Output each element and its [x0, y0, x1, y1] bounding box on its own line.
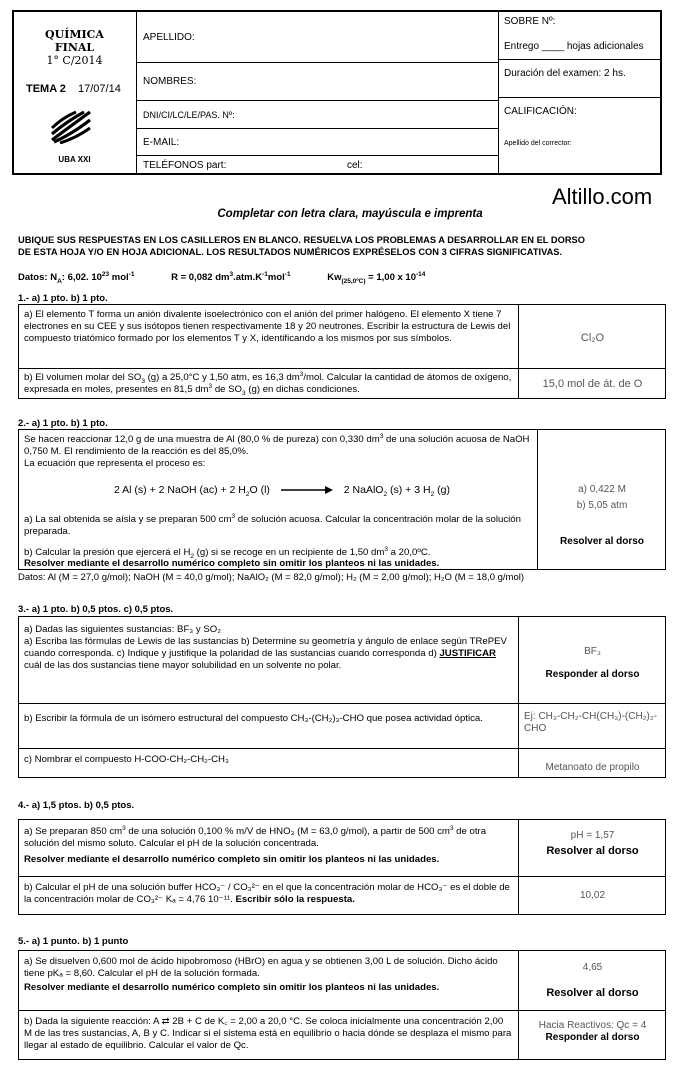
q3-c-text: c) Nombrar el compuesto H-COO-CH₂-CH₂-CH₃: [24, 754, 229, 765]
q2-equation: 2 Al (s) + 2 NaOH (ac) + 2 $H_2O$ (l) 2 NaAlO$_2$ (s) + 3 $H_2$ (g): [114, 484, 450, 499]
field-nombres[interactable]: NOMBRES:: [143, 76, 197, 87]
duracion-text: Duración del examen: 2 hs.: [504, 68, 626, 79]
field-email[interactable]: E-MAIL:: [143, 137, 180, 148]
exam-header: [12, 10, 662, 175]
q5-a-text: a) Se disuelven 0,600 mol de ácido hipobromoso (HBrO) en agua y se obtienen 3,00 L de solución. Dicho ácido tiene pKₐ = 8,60. Calcular el pH de la solución formada.: [24, 956, 498, 979]
q4-b-text: b) Calcular el pH de una solución buffer HCO₃⁻ / CO₃²⁻ en el que la concentración molar de HCO₃⁻ es el doble de la concentración molar de CO₃²⁻ Kₐ = 4,76 10⁻¹¹. Escribir sólo la respuesta.: [24, 882, 510, 905]
student-fields: [137, 12, 499, 173]
q3-heading: 3.- a) 1 pto. b) 0,5 ptos. c) 0,5 ptos.: [18, 604, 174, 615]
q4-heading: 4.- a) 1,5 ptos. b) 0,5 ptos.: [18, 800, 135, 811]
q2-resolver: Resolver mediante el desarrollo numérico completo sin omitir los planteos ni las unidades.: [24, 558, 440, 569]
field-apellido[interactable]: APELLIDO:: [143, 32, 195, 43]
q4-a-answer-dorso: Resolver al dorso: [546, 845, 639, 857]
instructions-line-2: DE ESTA HOJA Y/O EN HOJA ADICIONAL. LOS RESULTADOS NUMÉRICOS EXPRÉSELOS CON 3 CIFRAS SIGNIFICATIVAS.: [18, 247, 563, 257]
q3-a-line1: a) Dadas las siguientes sustancias: BF₃ y SO₂: [24, 624, 221, 635]
watermark: Altillo.com: [552, 184, 653, 209]
q1-b-text: b) El volumen molar del $SO_3$ (g) a 25,0°C y 1,50 atm, es 16,3 $dm^3$/mol. Calcular la cantidad de átomos de oxígeno, expresada en moles, presentes en 81,5 $dm^3$ de $SO_3$ (g) en dichas condiciones.: [24, 370, 512, 397]
q5-a-answer[interactable]: 4,65: [582, 962, 603, 973]
q1-b-answer[interactable]: 15,0 mol de át. de O: [542, 378, 643, 390]
q5-b-answer-dorso: Responder al dorso: [545, 1032, 640, 1043]
q2-b-text: b) Calcular la presión que ejercerá el $H_2$ (g) si se recoge en un recipiente de 1,50 $dm^3$ a 20,0ºC.: [24, 545, 431, 560]
q4-a-resolver: Resolver mediante el desarrollo numérico completo sin omitir los planteos ni las unidades.: [24, 854, 440, 865]
q2-answer-b[interactable]: b) 5,05 atm: [576, 500, 628, 511]
q2-intro: Se hacen reaccionar 12,0 g de una muestra de Al (80,0 % de pureza) con 0,330 $dm^3$ de una solución acuosa de NaOH 0,750 M. El rendimiento de la reacción es del 85,0%.: [24, 432, 530, 457]
instructions-line-1: UBIQUE SUS RESPUESTAS EN LOS CASILLEROS EN BLANCO. RESUELVA LOS PROBLEMAS A DESARROLLAR EN EL DORSO: [18, 235, 585, 245]
q3-a-answer-dorso: Responder al dorso: [545, 669, 640, 680]
calificacion-field[interactable]: CALIFICACIÓN:: [504, 106, 577, 117]
q5-a-resolver: Resolver mediante el desarrollo numérico completo sin omitir los planteos ni las unidades.: [24, 982, 440, 993]
q2-answer-a[interactable]: a) 0,422 M: [578, 484, 626, 495]
course-title-1: QUÍMICA: [45, 28, 104, 41]
q1-heading: 1.- a) 1 pto. b) 1 pto.: [18, 293, 108, 304]
apellido-corrector-field[interactable]: Apellido del corrector:: [504, 140, 572, 147]
q2-answer-dorso: Resolver al dorso: [560, 536, 644, 547]
q2-intro-eq: La ecuación que representa el proceso es:: [24, 458, 206, 469]
q4-a-answer[interactable]: pH = 1,57: [570, 830, 615, 841]
course-title-2: FINAL: [54, 41, 95, 54]
q2-table: [18, 429, 666, 570]
q4-b-answer[interactable]: 10,02: [579, 890, 606, 901]
admin-fields: [499, 12, 660, 173]
course-term: 1° C/2014: [46, 54, 103, 67]
q1-a-answer[interactable]: Cl₂O: [580, 332, 605, 344]
q5-b-answer[interactable]: Hacia Reactivos: Qc = 4: [538, 1020, 647, 1031]
arrow-right-icon: [281, 485, 333, 495]
uba-label: UBA XXI: [58, 155, 91, 164]
q5-b-text: b) Dada la siguiente reacción: A ⇄ 2B + C de K꜀ = 2,00 a 20,0 °C. Se coloca inicialmente una concentración 2,00 M de las tres sustancias, A, B y C. Indicar si el sistema está en equilibrio o hacia dónde se desplaza el mismo para llegar al estado de equilibrio. Calcular el valor de Qc.: [24, 1016, 512, 1051]
entrego-field[interactable]: Entrego ____ hojas adicionales: [504, 41, 644, 52]
instructions-subtitle: Completar con letra clara, mayúscula e imprenta: [217, 208, 483, 220]
q5-heading: 5.- a) 1 punto. b) 1 punto: [18, 936, 129, 947]
datos-constants: Datos: $N_A$: 6,02. $10^{23}$ mol$^{-1}$ R = 0,082 $dm^3.atm.K^{-1}mol^{-1}$ $Kw_{(25,0ºC)} = 1,00$ x $10^{-14}$: [18, 270, 426, 285]
q3-table: [18, 616, 666, 778]
q5-table: [18, 950, 666, 1060]
q4-table: [18, 819, 666, 915]
q3-a-answer[interactable]: BF₃: [584, 646, 601, 657]
q3-b-text: b) Escribir la fórmula de un isómero estructural del compuesto CH₃-(CH₂)₃-CHO que posea actividad óptica.: [24, 713, 483, 724]
q5-a-answer-dorso: Resolver al dorso: [546, 987, 639, 999]
q2-a-text: a) La sal obtenida se aísla y se preparan 500 $cm^3$ de solución acuosa. Calcular la concentración molar de la solución preparada.: [24, 512, 521, 537]
tema-date: 17/07/14: [78, 83, 121, 95]
q2-heading: 2.- a) 1 pto. b) 1 pto.: [18, 418, 108, 429]
q1-table: [18, 304, 666, 399]
field-tel-cel[interactable]: cel:: [347, 160, 363, 171]
field-tel-part[interactable]: TELÉFONOS part:: [143, 160, 227, 171]
q3-b-answer[interactable]: Ej: CH₃-CH₂-CH(CH₃)-(CH₂)₂-CHO: [524, 711, 658, 734]
q1-a-text: a) El elemento T forma un anión divalente isoelectrónico con el anión del primer halógeno. El elemento X tiene 7 electrones en su CEE y sus isótopos tienen respectivamente 18 y 20 neutrones. Escribir la estructura de Lewis del compuesto triatómico formado por los elementos T y X, identificando a los mismos por sus símbolos.: [24, 309, 511, 344]
tema-label: TEMA 2: [26, 83, 66, 95]
q2-datos: Datos: Al (M = 27,0 g/mol); NaOH (M = 40,0 g/mol); NaAlO₂ (M = 82,0 g/mol); H₂ (M = 2,00 g/mol); H₂O (M = 18,0 g/mol): [18, 572, 525, 583]
field-dni[interactable]: DNI/CI/LC/LE/PAS. Nº:: [143, 110, 235, 120]
q3-c-answer[interactable]: Metanoato de propilo: [545, 762, 640, 773]
q4-a-text: a) Se preparan 850 $cm^3$ de una solución 0,100 % m/V de HNO₃ (M = 63,0 g/mol), a partir de 500 $cm^3$ de otra solución del mismo soluto. Calcular el pH de la solución concentrada.: [24, 824, 487, 849]
sobre-field[interactable]: SOBRE Nº:: [504, 16, 556, 27]
q3-a-text: a) Escriba las fórmulas de Lewis de las sustancias b) Determine su geometría y ángulo de enlace según TRePEV cuando corresponda. c) Indique y justifique la polaridad de las sustancias cuando corresponda d) JUSTIFICAR cuál de las dos sustancias tiene mayor solubilidad en un solvente no polar.: [24, 636, 507, 671]
course-block: [14, 12, 137, 173]
uba-logo-icon: [50, 110, 92, 144]
